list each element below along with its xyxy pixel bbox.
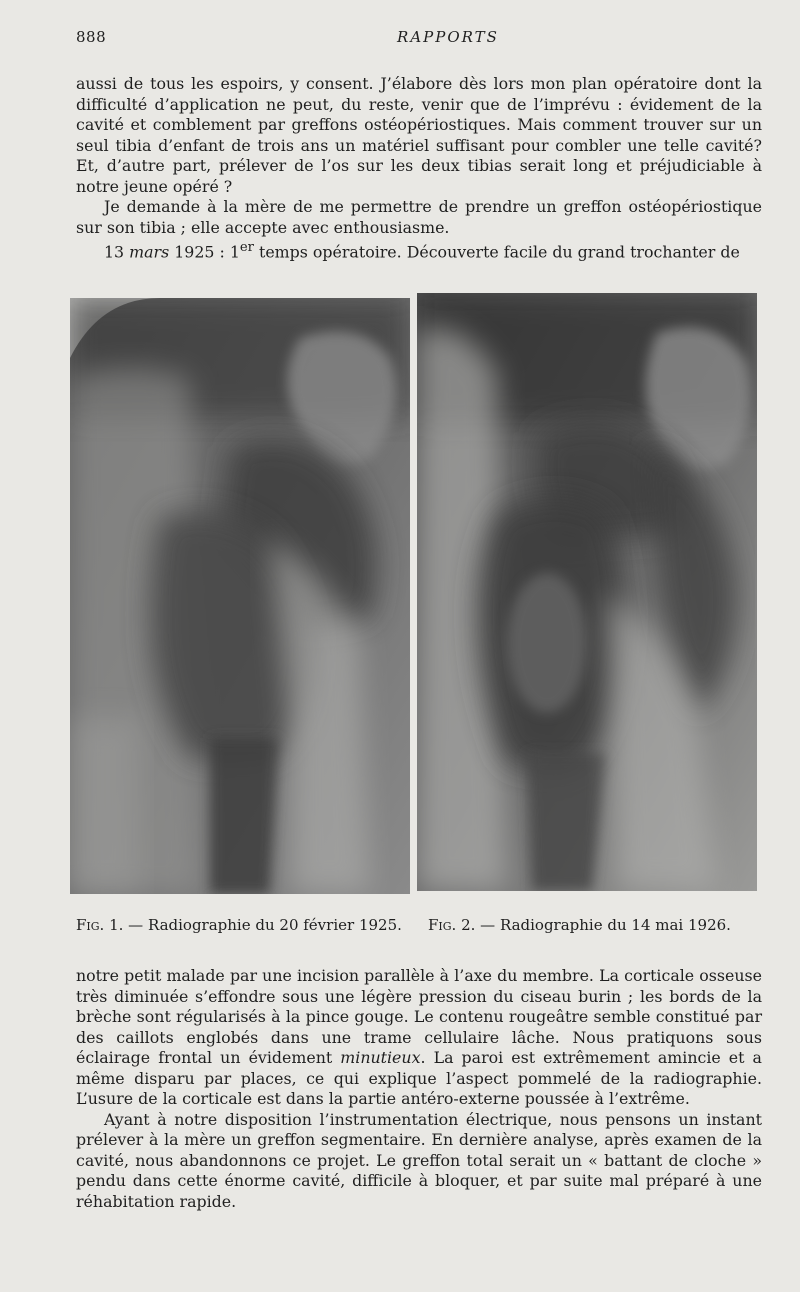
date-month: mars	[129, 242, 170, 262]
paragraph: aussi de tous les espoirs, y consent. J’élabore dès lors mon plan opératoire dont la difficulté d’application ne peut, du reste, venir que de l’imprévu : évidement de la cavité et comblement par greffons ostéopériostiques. Mais comment trouver sur un seul tibia d’enfant de trois ans un matériel suffisant pour combler une telle cavité? Et, d’autre part, prélever de l’os sur les deux tibias serait long et préjudiciable à notre jeune opéré ?	[76, 74, 762, 196]
radiograph-figure-2	[417, 293, 757, 891]
figure-caption-text-2: — Radiographie du 14 mai 1926.	[480, 916, 731, 934]
running-title: RAPPORTS	[397, 28, 499, 46]
figure-caption-1	[76, 916, 402, 934]
paragraph-part: notre petit malade par une incision parallèle à l’axe du membre. La corticale osseuse très diminuée s’effondre sous une légère pression du ciseau burin ; les bords de la brèche sont régularisés à la pince gouge. Le contenu rougeâtre semble constitué par des caillots englobés dans une trame cellulaire lâche. Nous pratiquons sous éclairage frontal un évidement	[76, 966, 762, 1067]
date-year: 1925 :	[174, 242, 225, 262]
radiograph-image-2	[417, 293, 757, 891]
paragraph	[76, 238, 762, 263]
figures	[68, 295, 760, 897]
figure-caption-2	[428, 916, 731, 934]
paragraph: Je demande à la mère de me permettre de prendre un greffon ostéopériostique sur son tibia ; elle accepte avec enthousiasme.	[76, 197, 762, 237]
paragraph: Ayant à notre disposition l’instrumentation électrique, nous pensons un instant prélever à la mère un greffon segmentaire. En dernière analyse, après examen de la cavité, nous abandonnons ce projet. Le greffon total serait un « battant de cloche » pendu dans cette énorme cavité, difficile à bloquer, et par suite mal préparé à une réhabitation rapide.	[76, 1109, 762, 1211]
figure-captions	[76, 916, 762, 938]
figure-label-2: Fig. 2.	[428, 916, 476, 934]
figure-label-1: Fig. 1.	[76, 916, 124, 934]
page-number: 888	[76, 28, 107, 46]
paragraph-rest: temps opératoire. Découverte facile du grand trochanter de	[258, 242, 740, 262]
emphasis: minutieux	[340, 1048, 421, 1067]
page-header	[76, 28, 760, 50]
body-text-bottom	[76, 966, 762, 1212]
paragraph-part: . La paroi est extrêmement amincie et a même disparu par places, ce qui explique l’aspect pommelé de la radiographie. L’usure de la corticale est dans la partie antéro-externe poussée à l’extrême.	[76, 1048, 762, 1108]
ordinal: 1	[229, 242, 240, 262]
ordinal-suffix: er	[239, 240, 254, 255]
radiograph-figure-1	[70, 298, 410, 894]
radiograph-image-1	[70, 298, 410, 894]
figure-caption-text-1: — Radiographie du 20 février 1925.	[128, 916, 402, 934]
body-text-top	[76, 74, 762, 263]
paragraph	[76, 966, 762, 1110]
date-day: 13	[104, 242, 125, 262]
